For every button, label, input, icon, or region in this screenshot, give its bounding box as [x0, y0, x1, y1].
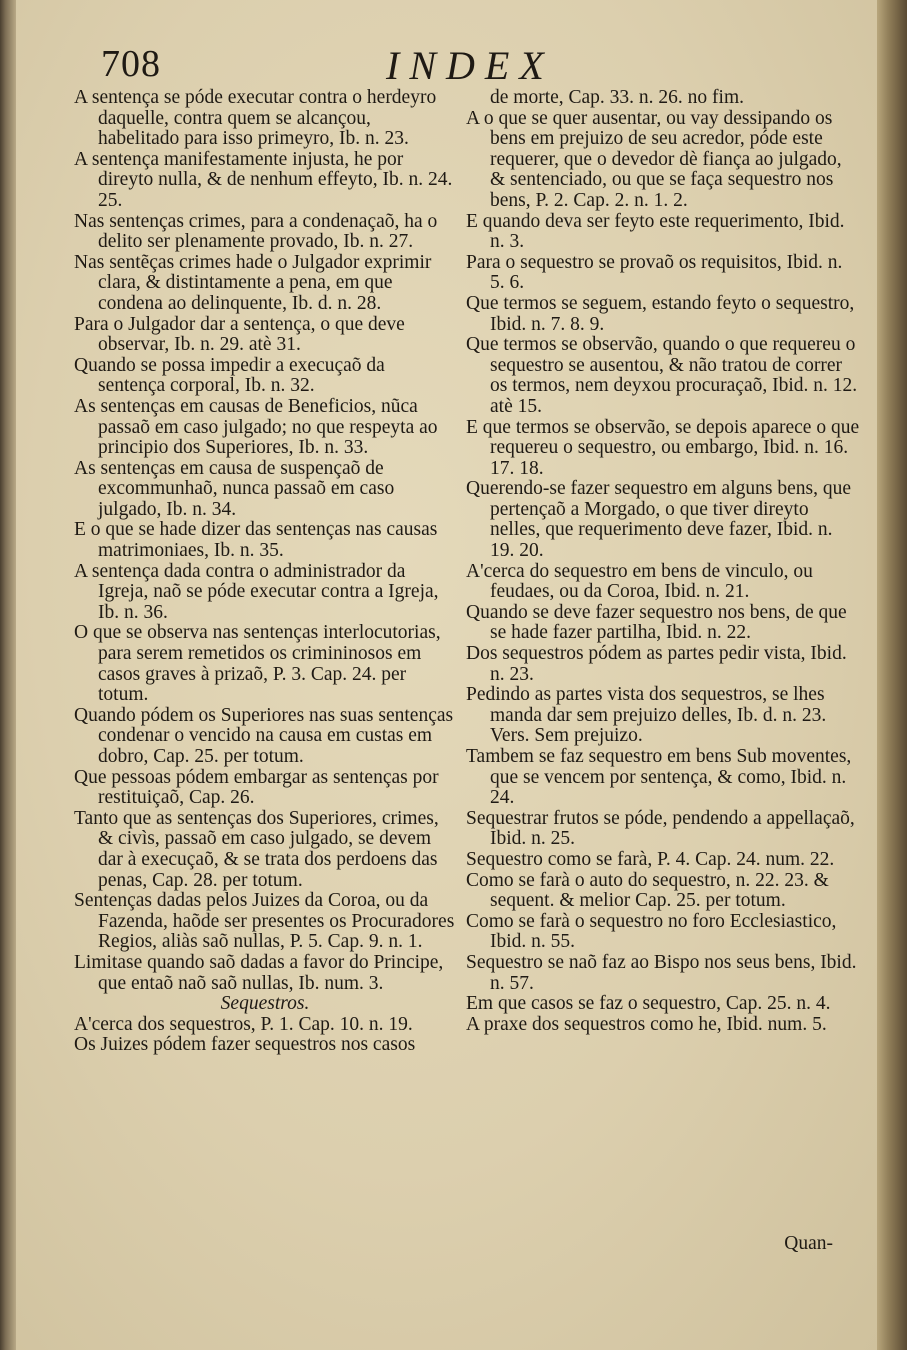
- index-entry: A sentença manifestamente injusta, he por direyto nulla, & de nenhum effeyto, Ib. n. 24. 25.: [74, 148, 453, 211]
- index-entry: Sequestro se naõ faz ao Bispo nos seus bens, Ibid. n. 57.: [466, 951, 857, 994]
- index-entry: Limitase quando saõ dadas a favor do Principe, que entaõ naõ saõ nullas, Ib. num. 3.: [74, 951, 444, 994]
- index-entry: Para o sequestro se provaõ os requisitos, Ibid. n. 5. 6.: [466, 251, 843, 294]
- index-entry: Pedindo as partes vista dos sequestros, se lhes manda dar sem prejuizo delles, Ib. d. n. 23. Vers. Sem prejuizo.: [466, 684, 827, 747]
- index-entry: A praxe dos sequestros como he, Ibid. num. 5.: [466, 1013, 827, 1035]
- index-entry: Sentenças dadas pelos Juizes da Coroa, ou da Fazenda, haõde ser presentes os Procuradores Regios, aliàs saõ nullas, P. 5. Cap. 9. n. 1.: [74, 890, 455, 953]
- page-fore-edge: [877, 0, 907, 1350]
- index-entry: Querendo-se fazer sequestro em alguns bens, que pertençaõ a Morgado, o que tiver direyto nelles, que requerimento deve fazer, Ibid. n. 19. 20.: [466, 478, 851, 562]
- index-entry: E o que se hade dizer das sentenças nas causas matrimoniaes, Ib. n. 35.: [74, 519, 438, 562]
- page-number: 708: [101, 43, 161, 85]
- index-entry: Sequestrar frutos se póde, pendendo a appellaçaõ, Ibid. n. 25.: [466, 807, 855, 850]
- index-entry: Nas sentenças crimes, para a condenaçaõ, ha o delito ser plenamente provado, Ib. n. 27.: [74, 210, 438, 253]
- index-entry: Que pessoas pódem embargar as sentenças por restituiçaõ, Cap. 26.: [74, 766, 439, 809]
- index-entry: Os Juizes pódem fazer sequestros nos casos: [74, 1034, 416, 1056]
- right-column: [466, 88, 860, 1035]
- index-entry: A'cerca do sequestro em bens de vinculo, ou feudaes, ou da Coroa, Ibid. n. 21.: [466, 560, 813, 603]
- index-entry: Dos sequestros pódem as partes pedir vista, Ibid. n. 23.: [466, 643, 847, 685]
- section-heading: Sequestros.: [220, 993, 310, 1015]
- continued-entry: de morte, Cap. 33. n. 26. no fim.: [490, 87, 745, 108]
- index-entry: Como se farà o sequestro no foro Ecclesiastico, Ibid. n. 55.: [466, 910, 837, 953]
- index-entry: As sentenças em causas de Beneficios, nũca passaõ em caso julgado; no que respeyta ao principio dos Superiores, Ib. n. 33.: [74, 395, 438, 459]
- index-entry: Quando se possa impedir a execuçaõ da sentença corporal, Ib. n. 32.: [74, 354, 385, 397]
- index-entry: Que termos se seguem, estando feyto o sequestro, Ibid. n. 7. 8. 9.: [466, 292, 855, 335]
- index-entry: Que termos se observão, quando o que requereu o sequestro se ausentou, & não tratou de correr os termos, nem deyxou procuraçaõ, Ibid. n. 12. atè 15.: [466, 334, 858, 417]
- index-entry: As sentenças em causa de suspençaõ de excommunhaõ, nunca passaõ em caso julgado, Ib. n. 34.: [74, 457, 395, 520]
- index-entry: E que termos se observão, se depois aparece o que requereu o sequestro, ou embargo, Ibid. n. 16. 17. 18.: [466, 416, 860, 479]
- index-entry: Nas sentẽças crimes hade o Julgador exprimir clara, & distintamente a pena, em que condena ao delinquente, Ib. d. n. 28.: [74, 251, 432, 314]
- page-header: [101, 40, 871, 86]
- index-entry: Quando pódem os Superiores nas suas sentenças condenar o vencido na causa em custas em dobro, Cap. 25. per totum.: [74, 704, 454, 767]
- catchword: Quan-: [784, 1233, 833, 1254]
- index-entry: Para o Julgador dar a sentença, o que deve observar, Ib. n. 29. atè 31.: [74, 313, 405, 356]
- index-entry: Como se farà o auto do sequestro, n. 22. 23. & sequent. & melior Cap. 25. per totum.: [466, 869, 829, 912]
- index-entry: A o que se quer ausentar, ou vay dessipando os bens em prejuizo de seu acredor, póde este requerer, que o devedor dè fiança ao julgado, & sentenciado, ou que se faça sequestro nos bens, P. 2. Cap. 2. n. 1. 2.: [466, 107, 842, 211]
- index-entry: Em que casos se faz o sequestro, Cap. 25. n. 4.: [466, 993, 831, 1015]
- left-column: [74, 88, 456, 1056]
- book-page: [16, 0, 877, 1350]
- index-entry: A sentença se póde executar contra o herdeyro daquelle, contra quem se alcançou, habelitado para isso primeyro, Ib. n. 23.: [74, 87, 437, 150]
- index-entry: Tanto que as sentenças dos Superiores, crimes, & civìs, passaõ em caso julgado, se devem dar à execuçaõ, & se trata dos perdoens das penas, Cap. 28. per totum.: [74, 807, 439, 891]
- index-entry: Quando se deve fazer sequestro nos bens, de que se hade fazer partilha, Ibid. n. 22.: [466, 601, 847, 644]
- index-entry: Sequestro como se farà, P. 4. Cap. 24. num. 22.: [466, 848, 835, 870]
- index-entry: O que se observa nas sentenças interlocutorias, para serem remetidos os crimininosos em casos graves à prizaõ, P. 3. Cap. 24. per totum.: [74, 622, 441, 706]
- index-entry: Tambem se faz sequestro em bens Sub moventes, que se vencem por sentença, & como, Ibid. n. 24.: [466, 746, 852, 809]
- index-entry: A'cerca dos sequestros, P. 1. Cap. 10. n. 19.: [74, 1013, 413, 1035]
- running-title: INDEX: [386, 43, 554, 88]
- index-entry: A sentença dada contra o administrador da Igreja, naõ se póde executar contra a Igreja, Ib. n. 36.: [74, 560, 439, 623]
- book-gutter-shadow: [0, 0, 16, 1350]
- index-entry: E quando deva ser feyto este requerimento, Ibid. n. 3.: [466, 210, 845, 253]
